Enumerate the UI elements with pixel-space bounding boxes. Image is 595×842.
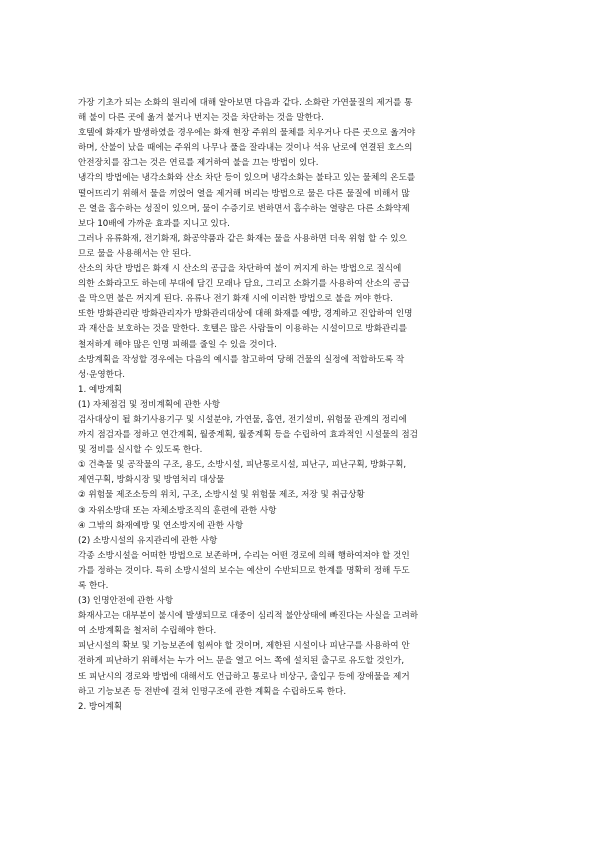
text-line: 가장 기초가 되는 소화의 원리에 대해 알아보면 다음과 같다. 소화란 가연물질의 제거를 통 [78, 98, 413, 108]
text-line: 2. 방어계획 [78, 701, 123, 712]
paragraph-water-warning [78, 232, 502, 262]
text-line: 화재사고는 대부분이 불시에 발생되므로 대중이 심리적 불안상태에 빠진다는 사실을 고려하 [78, 611, 419, 622]
paragraph-inspection [78, 413, 502, 458]
text-line: ① 건축물 및 공작물의 구조, 용도, 소방시설, 피난통로시설, 피난구, 피난구획, 방화구획, [78, 460, 407, 471]
text-line: 을 막으면 불은 꺼지게 된다. 유류나 전기 화재 시에 이러한 방법으로 불을 꺼야 한다. [78, 294, 393, 305]
subsection-heading-maintenance [78, 534, 502, 549]
text-line: 검사대상이 될 화기사용기구 및 시설분야, 가연물, 흡연, 전기설비, 위험물 관계의 정리에 [78, 414, 407, 425]
section-heading-prevention-plan [78, 383, 502, 398]
text-line: 안전장치를 잠그는 것은 연료를 제거하여 불을 끄는 방법이 있다. [78, 158, 319, 169]
text-line: 제연구획, 방화시장 및 방염처리 대상물 [78, 475, 225, 486]
paragraph-cooling-method [78, 171, 502, 231]
list-item-4 [78, 519, 502, 534]
text-line: 그러나 유류화재, 전기화재, 화공약품과 같은 화재는 물을 사용하면 더욱 위험 할 수 있으 [78, 233, 407, 244]
text-line: 떨어뜨리기 위해서 물을 끼얹어 열을 제거해 버리는 방법으로 물은 다른 물질에 비해서 많 [78, 188, 410, 199]
subsection-heading-inspection [78, 398, 502, 413]
text-line: 산소의 차단 방법은 화재 시 산소의 공급을 차단하여 불이 꺼지게 하는 방법으로 질식에 [78, 264, 402, 275]
paragraph-extinguish-principle [78, 96, 502, 126]
paragraph-hotel-fire [78, 126, 502, 171]
text-line: 및 정비를 실시할 수 있도록 한다. [78, 445, 203, 456]
text-line: 과 재산을 보호하는 것을 말한다. 호텔은 많은 사람들이 이용하는 시설이므로 방화관리를 [78, 324, 407, 335]
paragraph-maintenance [78, 549, 502, 594]
text-line: 철저하게 해야 많은 인명 피해를 줄일 수 있을 것이다. [78, 339, 277, 350]
paragraph-evacuation [78, 639, 502, 699]
text-line: 하며, 산불이 났을 때에는 주위의 나무나 풀을 잘라내는 것이나 석유 난로에 연결된 호스의 [78, 143, 413, 154]
text-line: 가를 정하는 것이다. 특히 소방시설의 보수는 예산이 수반되므로 한계를 명확히 정해 두도 [78, 565, 410, 576]
text-line: 까지 점검자를 정하고 연간계획, 월중계획, 월중계획 등을 수립하여 효과적인 시설물의 점검 [78, 430, 418, 441]
text-line: (3) 인명안전에 관한 사항 [78, 596, 174, 607]
text-line: ④ 그밖의 화재예방 및 연소방지에 관한 사항 [78, 520, 244, 531]
list-item-1 [78, 458, 502, 488]
paragraph-fire-plan-intro [78, 353, 502, 383]
section-heading-defense-plan [78, 700, 502, 715]
text-line: 또한 방화관리란 방화관리자가 방화관리대상에 대해 화재를 예방, 경계하고 진압하여 인명 [78, 309, 413, 320]
text-line: 냉각의 방법에는 냉각소화와 산소 차단 등이 있으며 냉각소화는 불타고 있는 물체의 온도를 [78, 173, 416, 184]
paragraph-oxygen-block [78, 262, 502, 307]
text-line: 피난시설의 확보 및 기능보존에 힘써야 할 것이며, 제한된 시설이나 피난구를 사용하여 안 [78, 641, 410, 652]
document-body [78, 96, 502, 715]
paragraph-fire-management [78, 307, 502, 352]
text-line: (2) 소방시설의 유지관리에 관한 사항 [78, 535, 218, 546]
paragraph-life-safety [78, 609, 502, 639]
text-line: 소방계획을 작성할 경우에는 다음의 예시를 참고하여 당해 건물의 실정에 적합하도록 작 [78, 354, 405, 365]
text-line: 1. 예방계획 [78, 384, 123, 395]
text-line: 호텔에 화재가 발생하였을 경우에는 화재 현장 주위의 물체를 치우거나 다른 곳으로 옮겨야 [78, 128, 416, 139]
text-line: ② 위험물 제조소등의 위치, 구조, 소방시설 및 위험물 제조, 저장 및 취급상황 [78, 490, 365, 501]
text-line: 성·운영한다. [78, 369, 125, 380]
text-line: (1) 자체점검 및 정비계획에 관한 사항 [78, 399, 221, 410]
subsection-heading-life-safety [78, 594, 502, 609]
text-line: 하고 기능보존 등 전반에 걸쳐 인명구조에 관한 계획을 수립하도록 한다. [78, 686, 347, 697]
text-line: 여 소방계획을 철저히 수립해야 한다. [78, 626, 217, 637]
text-line: 므로 물을 사용해서는 안 된다. [78, 248, 192, 259]
text-line: 록 한다. [78, 581, 109, 591]
text-line: ③ 자위소방대 또는 자체소방조직의 훈련에 관한 사항 [78, 505, 277, 516]
text-line: 전하게 피난하기 위해서는 누가 어느 문을 열고 어느 쪽에 설치된 출구로 유도할 것인가, [78, 656, 405, 667]
text-line: 해 불이 다른 곳에 옮겨 붙거나 번지는 것을 차단하는 것을 말한다. [78, 113, 324, 124]
text-line: 보다 10배에 가까운 효과를 지니고 있다. [78, 218, 230, 229]
text-line: 의한 소화라고도 하는데 부대에 담긴 모래나 담요, 그리고 소화기를 사용하여 산소의 공급 [78, 279, 410, 290]
text-line: 은 열을 흡수하는 성질이 있으며, 물이 수증기로 변하면서 흡수하는 열량은 다른 소화약제 [78, 203, 410, 214]
list-item-2 [78, 488, 502, 503]
list-item-3 [78, 504, 502, 519]
text-line: 각종 소방시설을 어떠한 방법으로 보존하며, 수리는 어떤 경로에 의해 행하여져야 할 것인 [78, 550, 410, 561]
text-line: 또 피난시의 경로와 방법에 대해서도 언급하고 통로나 비상구, 출입구 등에 장애물을 제거 [78, 671, 410, 682]
